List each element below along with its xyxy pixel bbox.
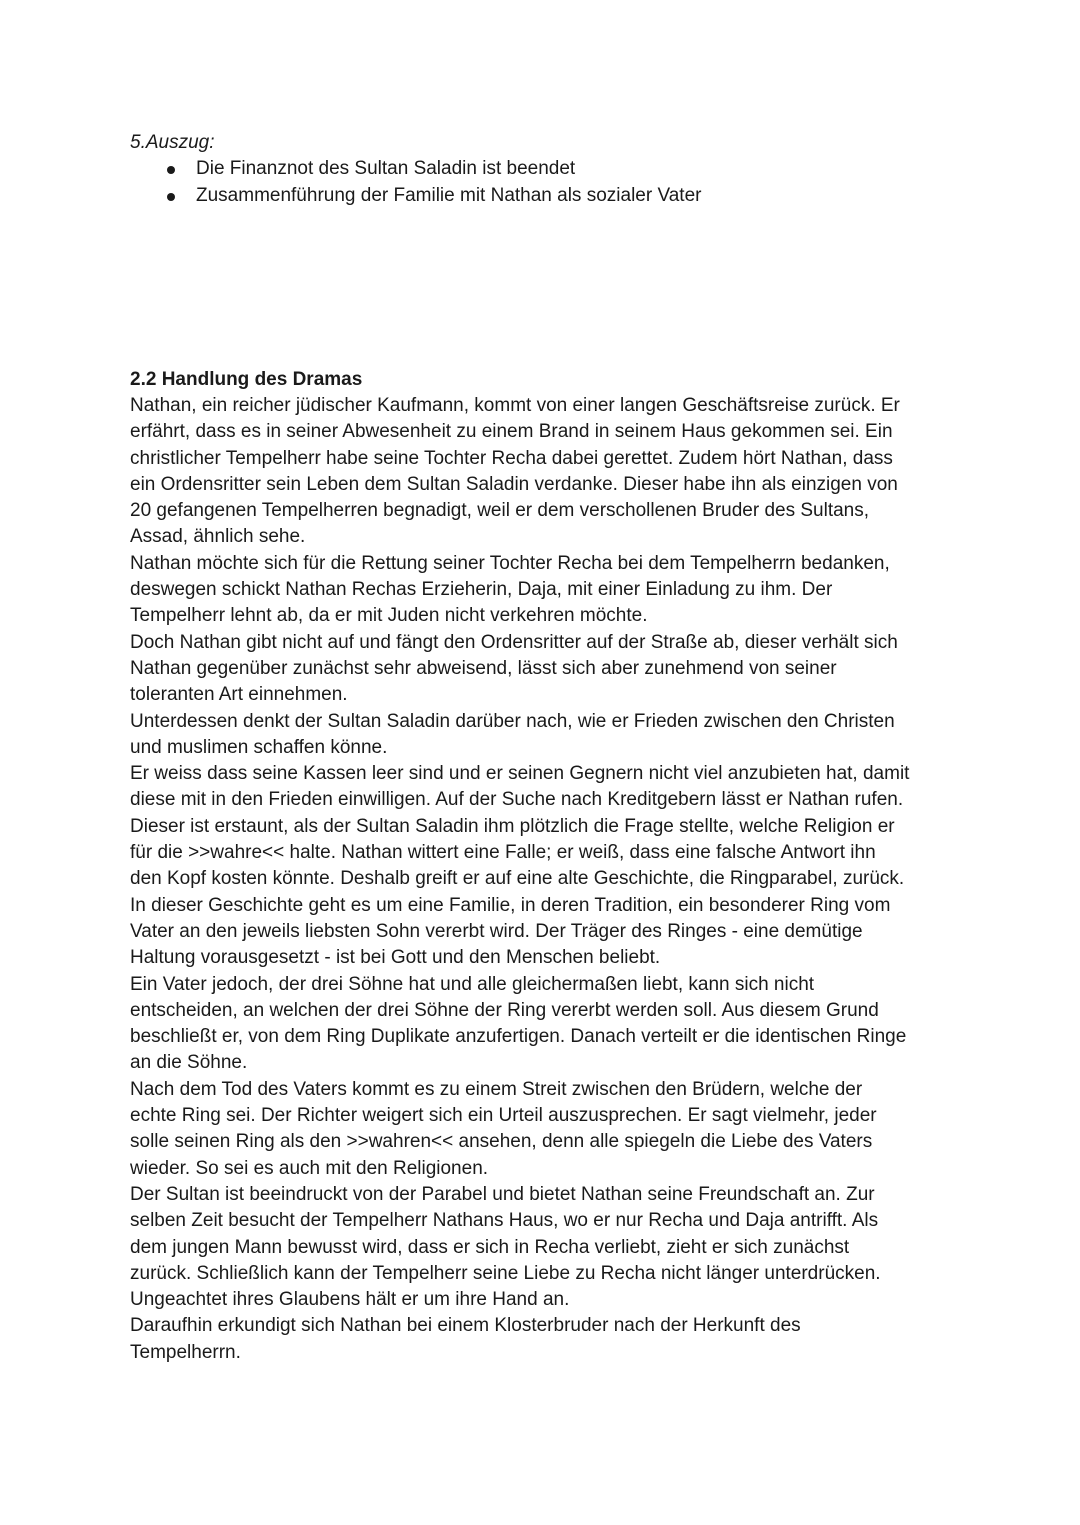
bullet-item — [130, 183, 701, 210]
excerpt-label: 5.Auszug: — [130, 132, 215, 153]
text-line: für die >>wahre<< halte. Nathan wittert eine Falle; er weiß, dass eine falsche Antwort ihn — [130, 842, 876, 864]
text-line: Assad, ähnlich sehe. — [130, 526, 306, 548]
text-line: Haltung vorausgesetzt - ist bei Gott und den Menschen beliebt. — [130, 947, 661, 969]
text-line: an die Söhne. — [130, 1052, 248, 1074]
text-line: diese mit in den Frieden einwilligen. Auf der Suche nach Kreditgebern lässt er Nathan rufen. — [130, 789, 904, 811]
text-line: Nathan möchte sich für die Rettung seiner Tochter Recha bei dem Tempelherrn bedanken, — [130, 552, 890, 574]
text-line: den Kopf kosten könnte. Deshalb greift er auf eine alte Geschichte, die Ringparabel, zurück. — [130, 868, 905, 890]
bullet-dot-icon — [167, 166, 175, 174]
text-line: entscheiden, an welchen der drei Söhne der Ring vererbt werden soll. Aus diesem Grund — [130, 999, 879, 1021]
text-line: Dieser ist erstaunt, als der Sultan Saladin ihm plötzlich die Frage stellte, welche Religion er — [130, 815, 895, 837]
text-line: Nathan, ein reicher jüdischer Kaufmann, kommt von einer langen Geschäftsreise zurück. Er — [130, 395, 900, 416]
text-line: Ungeachtet ihres Glaubens hält er um ihre Hand an. — [130, 1289, 570, 1311]
text-line: Tempelherrn. — [130, 1341, 241, 1363]
text-line: selben Zeit besucht der Tempelherr Nathans Haus, wo er nur Recha und Daja antrifft. Als — [130, 1210, 879, 1232]
bullet-text: Zusammenführung der Familie mit Nathan als sozialer Vater — [196, 184, 702, 206]
text-line: Tempelherr lehnt ab, da er mit Juden nicht verkehren möchte. — [130, 605, 648, 627]
text-line: echte Ring sei. Der Richter weigert sich ein Urteil auszusprechen. Er sagt vielmehr, jeder — [130, 1105, 877, 1127]
text-line: erfährt, dass es in seiner Abwesenheit zu einem Brand in seinem Haus gekommen sei. Ein — [130, 421, 893, 443]
text-line: Der Sultan ist beeindruckt von der Parabel und bietet Nathan seine Freundschaft an. Zur — [130, 1183, 875, 1205]
excerpt-bullet-list — [130, 156, 701, 209]
bullet-item — [130, 156, 701, 183]
plot-summary-paragraphs — [130, 393, 909, 1366]
text-line: In dieser Geschichte geht es um eine Familie, in deren Tradition, ein besonderer Ring vom — [130, 894, 891, 916]
text-line: Daraufhin erkundigt sich Nathan bei einem Klosterbruder nach der Herkunft des — [130, 1315, 801, 1337]
text-line: ein Ordensritter sein Leben dem Sultan Saladin verdanke. Dieser habe ihn als einzigen von — [130, 473, 898, 495]
text-line: Nach dem Tod des Vaters kommt es zu einem Streit zwischen den Brüdern, welche der — [130, 1078, 863, 1100]
text-line: Ein Vater jedoch, der drei Söhne hat und alle gleichermaßen liebt, kann sich nicht — [130, 973, 815, 995]
text-line: beschließt er, von dem Ring Duplikate anzufertigen. Danach verteilt er die identischen Ringe — [130, 1026, 907, 1048]
text-line: dem jungen Mann bewusst wird, dass er sich in Recha verliebt, zieht er sich zunächst — [130, 1236, 850, 1258]
text-line: 20 gefangenen Tempelherren begnadigt, weil er dem verschollenen Bruder des Sultans, — [130, 500, 870, 522]
bullet-text: Die Finanznot des Sultan Saladin ist beendet — [196, 158, 576, 179]
text-line: Unterdessen denkt der Sultan Saladin darüber nach, wie er Frieden zwischen den Christen — [130, 710, 895, 732]
section-heading: 2.2 Handlung des Dramas — [130, 369, 363, 390]
text-line: toleranten Art einnehmen. — [130, 684, 348, 706]
bullet-dot-icon — [167, 193, 175, 201]
text-line: christlicher Tempelherr habe seine Tochter Recha dabei gerettet. Zudem hört Nathan, dass — [130, 447, 893, 469]
text-line: Er weiss dass seine Kassen leer sind und er seinen Gegnern nicht viel anzubieten hat, damit — [130, 763, 910, 785]
text-line: und muslimen schaffen könne. — [130, 736, 388, 758]
text-line: Vater an den jeweils liebsten Sohn vererbt wird. Der Träger des Ringes - eine demütige — [130, 920, 863, 942]
text-line: deswegen schickt Nathan Rechas Erzieherin, Daja, mit einer Einladung zu ihm. Der — [130, 579, 833, 601]
text-line: solle seinen Ring als den >>wahren<< ansehen, denn alle spiegeln die Liebe des Vaters — [130, 1131, 873, 1153]
text-line: zurück. Schließlich kann der Tempelherr seine Liebe zu Recha nicht länger unterdrücken. — [130, 1262, 881, 1284]
text-line: Nathan gegenüber zunächst sehr abweisend, lässt sich aber zunehmend von seiner — [130, 657, 837, 679]
text-line: wieder. So sei es auch mit den Religionen. — [130, 1157, 489, 1179]
text-line: Doch Nathan gibt nicht auf und fängt den Ordensritter auf der Straße ab, dieser verhält sich — [130, 631, 898, 653]
